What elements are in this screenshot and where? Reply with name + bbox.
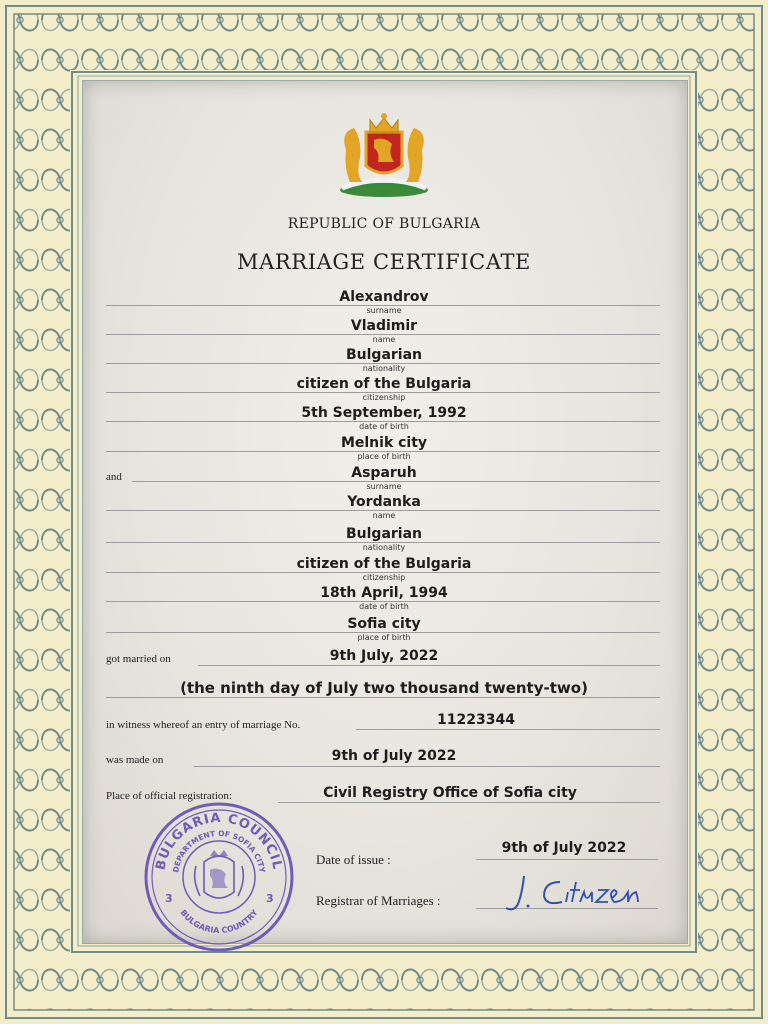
- and-label: and: [106, 471, 122, 483]
- caption-citizenship: citizenship: [362, 393, 406, 402]
- registrar-signature: [500, 868, 650, 918]
- spouse1-date-of-birth: 5th September, 1992: [301, 405, 467, 421]
- divider: [194, 766, 660, 767]
- divider: [476, 859, 658, 860]
- spouse2-place-of-birth: Sofia city: [347, 616, 421, 632]
- place-registration-label: Place of official registration:: [106, 790, 232, 802]
- caption-nationality: nationality: [362, 543, 406, 552]
- caption-name: name: [372, 511, 396, 520]
- witness-label: in witness whereof an entry of marriage No.: [106, 719, 301, 731]
- svg-text:BULGARIA COUNTRY: [178, 908, 259, 935]
- marriage-date-words: (the ninth day of July two thousand twenty-two): [180, 679, 588, 697]
- caption-date-of-birth: date of birth: [359, 422, 409, 431]
- spouse1-citizenship: citizen of the Bulgaria: [296, 376, 472, 392]
- caption-nationality: nationality: [362, 364, 406, 373]
- divider: [356, 729, 660, 730]
- divider: [106, 697, 660, 698]
- marriage-date: 9th July, 2022: [329, 648, 439, 664]
- seal-inner-text: DEPARTMENT OF SOFIA CITY: [171, 828, 267, 874]
- caption-place-of-birth: place of birth: [357, 452, 411, 461]
- spouse2-surname: Asparuh: [351, 465, 417, 481]
- seal-number-right: 3: [266, 892, 274, 905]
- caption-date-of-birth: date of birth: [359, 602, 409, 611]
- caption-place-of-birth: place of birth: [357, 633, 411, 642]
- coat-of-arms-icon: [332, 110, 436, 200]
- date-of-issue-label: Date of issue :: [316, 852, 391, 867]
- registrar-label: Registrar of Marriages :: [316, 893, 441, 908]
- seal-top-text: BULGARIA COUNCIL: [153, 810, 285, 872]
- spouse1-name: Vladimir: [350, 318, 418, 334]
- seal-bottom-text: BULGARIA COUNTRY: [178, 908, 260, 936]
- spouse2-citizenship: citizen of the Bulgaria: [296, 556, 472, 572]
- caption-citizenship: citizenship: [362, 573, 406, 582]
- registry-office: Civil Registry Office of Sofia city: [323, 785, 577, 801]
- seal-number-left: 3: [165, 892, 173, 905]
- certificate-title: MARRIAGE CERTIFICATE: [237, 250, 531, 274]
- official-seal: [142, 800, 296, 954]
- made-on-date: 9th of July 2022: [331, 748, 457, 764]
- spouse1-place-of-birth: Melnik city: [340, 435, 428, 451]
- caption-name: name: [372, 335, 396, 344]
- spouse2-date-of-birth: 18th April, 1994: [320, 585, 448, 601]
- divider: [198, 665, 660, 666]
- divider: [278, 802, 660, 803]
- entry-number: 11223344: [437, 712, 515, 728]
- caption-surname: surname: [366, 306, 402, 315]
- caption-surname: surname: [366, 482, 402, 491]
- spouse1-surname: Alexandrov: [339, 289, 429, 305]
- spouse2-name: Yordanka: [347, 494, 421, 510]
- spouse2-nationality: Bulgarian: [345, 526, 423, 542]
- issue-date: 9th of July 2022: [501, 840, 627, 856]
- made-on-label: was made on: [106, 754, 164, 766]
- spouse1-nationality: Bulgarian: [345, 347, 423, 363]
- married-on-label: got married on: [106, 653, 171, 665]
- country-heading: REPUBLIC OF BULGARIA: [287, 216, 481, 232]
